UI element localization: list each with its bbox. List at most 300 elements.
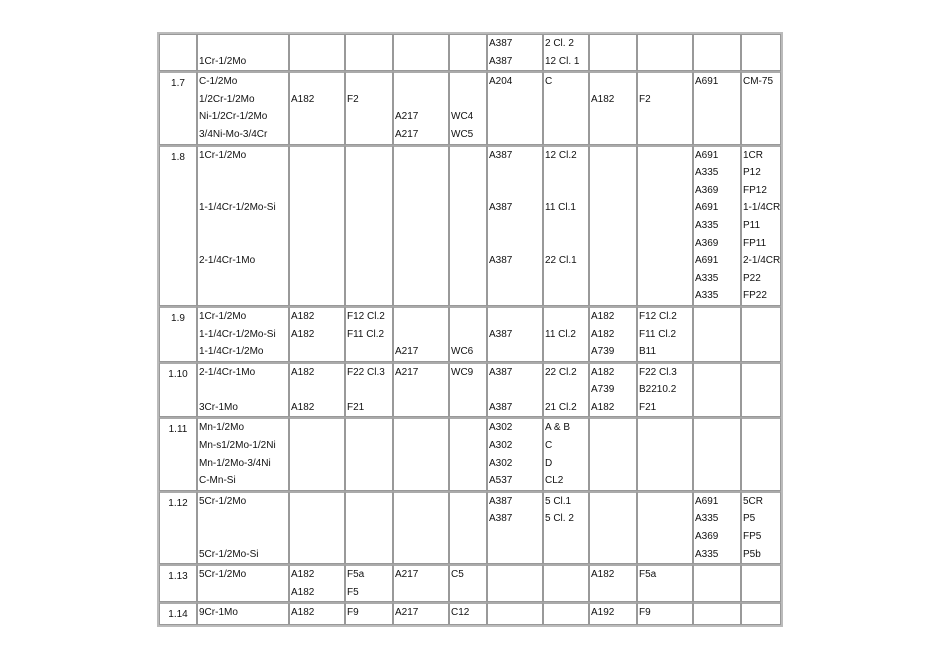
tube-spec-cell (693, 145, 741, 306)
cell-line: A182 (291, 366, 315, 378)
cell-line (199, 270, 288, 288)
plate-grade-cell (543, 34, 589, 71)
bar-spec-cell (589, 417, 637, 490)
cell-line (743, 364, 780, 382)
cell-line: A217 (395, 569, 419, 581)
plate-grade-cell (543, 417, 589, 490)
nominal-composition-cell (197, 417, 289, 490)
cell-line (639, 472, 692, 490)
cell-line (489, 270, 542, 288)
cell-line (695, 399, 740, 417)
nominal-composition-cell (197, 362, 289, 418)
cell-line (489, 584, 542, 602)
cell-line (545, 182, 588, 200)
cell-line: A182 (591, 310, 615, 322)
cell-line (695, 472, 740, 490)
bar-spec-cell (589, 145, 637, 306)
tube-grade-cell (741, 34, 781, 71)
casting-grade-cell (449, 34, 487, 71)
nominal-composition-cell (197, 34, 289, 71)
forging-grade-cell (345, 34, 393, 71)
tube-grade-cell (741, 491, 781, 564)
cell-line: A182 (291, 586, 315, 598)
cell-line: A335 (695, 548, 719, 560)
bar-spec-cell (589, 362, 637, 418)
plate-spec-cell (487, 602, 543, 625)
cell-line (451, 528, 486, 546)
cell-line (489, 108, 542, 126)
plate-spec-cell (487, 145, 543, 306)
table-row (159, 602, 781, 625)
cell-line (395, 308, 448, 326)
plate-spec-cell (487, 71, 543, 144)
cell-line (347, 108, 392, 126)
materials-table-body (159, 34, 781, 625)
cell-line: F5 (347, 586, 359, 598)
group-number: 1.11 (159, 417, 197, 490)
cell-line (639, 455, 692, 473)
cell-line: A182 (291, 569, 315, 581)
cell-line: A204 (489, 76, 513, 88)
forging-spec-cell (289, 602, 345, 625)
cell-line (545, 584, 588, 602)
cell-line: 5Cr-1/2Mo-Si (199, 548, 259, 560)
tube-spec-cell (693, 362, 741, 418)
tube-grade-cell (741, 417, 781, 490)
cell-line (347, 546, 392, 564)
cell-line: 12 Cl.2 (545, 149, 577, 161)
group-number: 1.13 (159, 564, 197, 602)
tube-spec-cell (693, 34, 741, 71)
forging-spec-cell (289, 362, 345, 418)
cell-line: A217 (395, 111, 419, 123)
cell-line: FP22 (743, 290, 767, 302)
cell-line (591, 252, 636, 270)
cell-line: A387 (489, 513, 513, 525)
cell-line: 1Cr-1/2Mo (199, 310, 247, 322)
cell-line (743, 584, 780, 602)
cell-line (545, 108, 588, 126)
cell-line (489, 546, 542, 564)
cell-line (591, 164, 636, 182)
cell-line (639, 584, 692, 602)
cell-line (451, 419, 486, 437)
plate-spec-cell (487, 306, 543, 362)
cell-line: A335 (695, 167, 719, 179)
cell-line: A691 (695, 255, 719, 267)
cell-line (545, 164, 588, 182)
cell-line (291, 235, 344, 253)
cell-line (347, 472, 392, 490)
cell-line (743, 53, 780, 71)
cell-line: F22 Cl.3 (639, 366, 677, 378)
cell-line (695, 381, 740, 399)
cell-line: C-Mn-Si (199, 475, 236, 487)
cell-line (395, 217, 448, 235)
cell-line (545, 91, 588, 109)
cell-line (451, 53, 486, 71)
cell-line: A369 (695, 184, 719, 196)
cell-line (545, 126, 588, 144)
table-row (159, 145, 781, 306)
cell-line (591, 510, 636, 528)
cell-line (347, 343, 392, 361)
cell-line: 11 Cl.1 (545, 202, 576, 214)
cell-line (451, 270, 486, 288)
casting-grade-cell (449, 362, 487, 418)
cell-line: F12 Cl.2 (347, 310, 385, 322)
cell-line (591, 287, 636, 305)
cell-line (347, 35, 392, 53)
cell-line: 5Cr-1/2Mo (199, 495, 247, 507)
cell-line (489, 91, 542, 109)
cell-line (451, 182, 486, 200)
cell-line (451, 199, 486, 217)
cell-line (489, 528, 542, 546)
cell-line (291, 419, 344, 437)
cell-line (395, 510, 448, 528)
cell-line (743, 35, 780, 53)
forging-spec-cell (289, 417, 345, 490)
cell-line (291, 270, 344, 288)
cell-line: F9 (639, 607, 651, 619)
cell-line (743, 399, 780, 417)
cell-line: FP11 (743, 237, 767, 249)
cell-line (199, 217, 288, 235)
forging-grade-cell (345, 362, 393, 418)
cell-line: A182 (291, 401, 315, 413)
cell-line (695, 584, 740, 602)
cell-line: A691 (695, 76, 719, 88)
cell-line (489, 566, 542, 584)
plate-spec-cell (487, 362, 543, 418)
cell-line: C (545, 440, 553, 452)
cell-line (451, 308, 486, 326)
cell-line (291, 472, 344, 490)
bar-grade-cell (637, 602, 693, 625)
cell-line (545, 308, 588, 326)
cell-line (489, 308, 542, 326)
cell-line (695, 91, 740, 109)
cell-line (639, 73, 692, 91)
forging-spec-cell (289, 306, 345, 362)
casting-grade-cell (449, 491, 487, 564)
cell-line: A182 (591, 569, 615, 581)
cell-line (591, 53, 636, 71)
cell-line: 3Cr-1Mo (199, 401, 238, 413)
cell-line (591, 217, 636, 235)
cell-line: CM-75 (743, 76, 774, 88)
cell-line (639, 164, 692, 182)
cell-line: 1Cr-1/2Mo (199, 55, 247, 67)
cell-line (395, 455, 448, 473)
cell-line (639, 287, 692, 305)
cell-line (545, 381, 588, 399)
cell-line (743, 566, 780, 584)
cell-line: 22 Cl.1 (545, 255, 577, 267)
tube-spec-cell (693, 71, 741, 144)
cell-line (395, 91, 448, 109)
cell-line (291, 455, 344, 473)
bar-grade-cell (637, 564, 693, 602)
cell-line (545, 604, 588, 622)
cell-line (395, 326, 448, 344)
casting-spec-cell (393, 306, 449, 362)
bar-grade-cell (637, 71, 693, 144)
cell-line (395, 73, 448, 91)
materials-table (157, 32, 783, 627)
cell-line (545, 235, 588, 253)
cell-line: A335 (695, 272, 719, 284)
forging-spec-cell (289, 145, 345, 306)
cell-line: P12 (743, 167, 761, 179)
plate-grade-cell (543, 145, 589, 306)
cell-line: F11 Cl.2 (347, 328, 385, 340)
bar-grade-cell (637, 145, 693, 306)
cell-line (639, 126, 692, 144)
cell-line: A & B (545, 422, 571, 434)
plate-spec-cell (487, 564, 543, 602)
cell-line (639, 252, 692, 270)
cell-line (395, 35, 448, 53)
cell-line (451, 399, 486, 417)
cell-line (545, 528, 588, 546)
cell-line (291, 182, 344, 200)
cell-line: A182 (591, 401, 615, 413)
nominal-composition-cell (197, 602, 289, 625)
group-number (159, 34, 197, 71)
cell-line (695, 126, 740, 144)
group-number: 1.10 (159, 362, 197, 418)
cell-line (743, 604, 780, 622)
cell-line (395, 528, 448, 546)
cell-line (291, 546, 344, 564)
tube-spec-cell (693, 564, 741, 602)
cell-line (695, 35, 740, 53)
group-number: 1.12 (159, 491, 197, 564)
cell-line (489, 164, 542, 182)
cell-line (395, 493, 448, 511)
group-number: 1.9 (159, 306, 197, 362)
cell-line (743, 126, 780, 144)
cell-line: A369 (695, 531, 719, 543)
cell-line (451, 252, 486, 270)
cell-line: 11 Cl.2 (545, 328, 576, 340)
cell-line (347, 53, 392, 71)
cell-line (199, 235, 288, 253)
cell-line: 1Cr-1/2Mo (199, 149, 247, 161)
cell-line (347, 252, 392, 270)
cell-line (695, 326, 740, 344)
cell-line: C-1/2Mo (199, 76, 238, 88)
cell-line (591, 528, 636, 546)
cell-line: FP12 (743, 184, 767, 196)
cell-line (639, 546, 692, 564)
cell-line: A192 (591, 607, 615, 619)
cell-line (291, 252, 344, 270)
cell-line: D (545, 457, 553, 469)
cell-line (291, 343, 344, 361)
cell-line (395, 546, 448, 564)
cell-line (395, 399, 448, 417)
tube-spec-cell (693, 491, 741, 564)
bar-spec-cell (589, 602, 637, 625)
cell-line: A182 (291, 310, 315, 322)
cell-line (347, 287, 392, 305)
cell-line (639, 419, 692, 437)
cell-line (451, 287, 486, 305)
plate-grade-cell (543, 564, 589, 602)
cell-line: F21 (639, 401, 657, 413)
cell-line: P5b (743, 548, 761, 560)
casting-spec-cell (393, 564, 449, 602)
cell-line (489, 182, 542, 200)
cell-line (347, 199, 392, 217)
cell-line (347, 164, 392, 182)
casting-spec-cell (393, 602, 449, 625)
table-row (159, 564, 781, 602)
cell-line (347, 455, 392, 473)
cell-line (489, 343, 542, 361)
casting-spec-cell (393, 34, 449, 71)
cell-line: B2210.2 (639, 384, 677, 396)
bar-grade-cell (637, 306, 693, 362)
cell-line (451, 91, 486, 109)
bar-grade-cell (637, 491, 693, 564)
nominal-composition-cell (197, 71, 289, 144)
cell-line: 1-1/4Cr-1/2Mo-Si (199, 328, 276, 340)
cell-line (639, 199, 692, 217)
cell-line (199, 164, 288, 182)
cell-line (639, 217, 692, 235)
cell-line (347, 73, 392, 91)
cell-line (347, 270, 392, 288)
cell-line: A387 (489, 255, 513, 267)
forging-grade-cell (345, 564, 393, 602)
cell-line (743, 343, 780, 361)
cell-line (743, 91, 780, 109)
casting-spec-cell (393, 71, 449, 144)
table-row (159, 491, 781, 564)
forging-grade-cell (345, 602, 393, 625)
cell-line (639, 270, 692, 288)
cell-line (199, 182, 288, 200)
cell-line (395, 437, 448, 455)
cell-line: P22 (743, 272, 761, 284)
bar-spec-cell (589, 306, 637, 362)
cell-line (591, 455, 636, 473)
cell-line: A217 (395, 366, 419, 378)
cell-line (395, 182, 448, 200)
tube-spec-cell (693, 306, 741, 362)
cell-line (451, 510, 486, 528)
cell-line (545, 287, 588, 305)
bar-spec-cell (589, 564, 637, 602)
cell-line (395, 147, 448, 165)
cell-line: A387 (489, 366, 513, 378)
casting-spec-cell (393, 491, 449, 564)
cell-line: A369 (695, 237, 719, 249)
cell-line: A739 (591, 346, 615, 358)
cell-line (489, 604, 542, 622)
plate-grade-cell (543, 306, 589, 362)
cell-line: A387 (489, 149, 513, 161)
cell-line (545, 566, 588, 584)
cell-line (545, 546, 588, 564)
casting-grade-cell (449, 306, 487, 362)
cell-line (591, 437, 636, 455)
forging-grade-cell (345, 71, 393, 144)
cell-line (591, 73, 636, 91)
cell-line (395, 472, 448, 490)
cell-line: P11 (743, 219, 761, 231)
cell-line (591, 584, 636, 602)
casting-grade-cell (449, 602, 487, 625)
cell-line (395, 252, 448, 270)
cell-line (347, 528, 392, 546)
cell-line (695, 364, 740, 382)
cell-line: 1CR (743, 149, 764, 161)
cell-line (451, 455, 486, 473)
cell-line: A335 (695, 513, 719, 525)
bar-spec-cell (589, 71, 637, 144)
group-number: 1.7 (159, 71, 197, 144)
tube-spec-cell (693, 417, 741, 490)
cell-line (591, 493, 636, 511)
cell-line: A182 (591, 366, 615, 378)
cell-line (545, 270, 588, 288)
cell-line (639, 182, 692, 200)
table-row (159, 71, 781, 144)
cell-line (291, 381, 344, 399)
cell-line (695, 419, 740, 437)
cell-line (347, 419, 392, 437)
cell-line (639, 147, 692, 165)
cell-line (347, 381, 392, 399)
cell-line (395, 584, 448, 602)
nominal-composition-cell (197, 145, 289, 306)
cell-line (199, 510, 288, 528)
cell-line (291, 528, 344, 546)
cell-line (591, 182, 636, 200)
cell-line: A302 (489, 440, 513, 452)
cell-line: C5 (451, 569, 464, 581)
cell-line (451, 437, 486, 455)
cell-line (291, 73, 344, 91)
cell-line (199, 528, 288, 546)
cell-line (591, 126, 636, 144)
cell-line: 22 Cl.2 (545, 366, 577, 378)
cell-line (395, 199, 448, 217)
cell-line: Ni-1/2Cr-1/2Mo (199, 111, 268, 123)
forging-spec-cell (289, 491, 345, 564)
bar-grade-cell (637, 417, 693, 490)
cell-line: A691 (695, 202, 719, 214)
cell-line (695, 53, 740, 71)
cell-line (291, 217, 344, 235)
cell-line (199, 35, 288, 53)
cell-line (347, 147, 392, 165)
cell-line (639, 235, 692, 253)
cell-line (291, 287, 344, 305)
cell-line: A217 (395, 607, 419, 619)
cell-line (395, 164, 448, 182)
cell-line: Mn-1/2Mo (199, 422, 245, 434)
cell-line (451, 235, 486, 253)
forging-spec-cell (289, 564, 345, 602)
plate-grade-cell (543, 71, 589, 144)
cell-line: 1-1/4Cr-1/2Mo (199, 346, 264, 358)
